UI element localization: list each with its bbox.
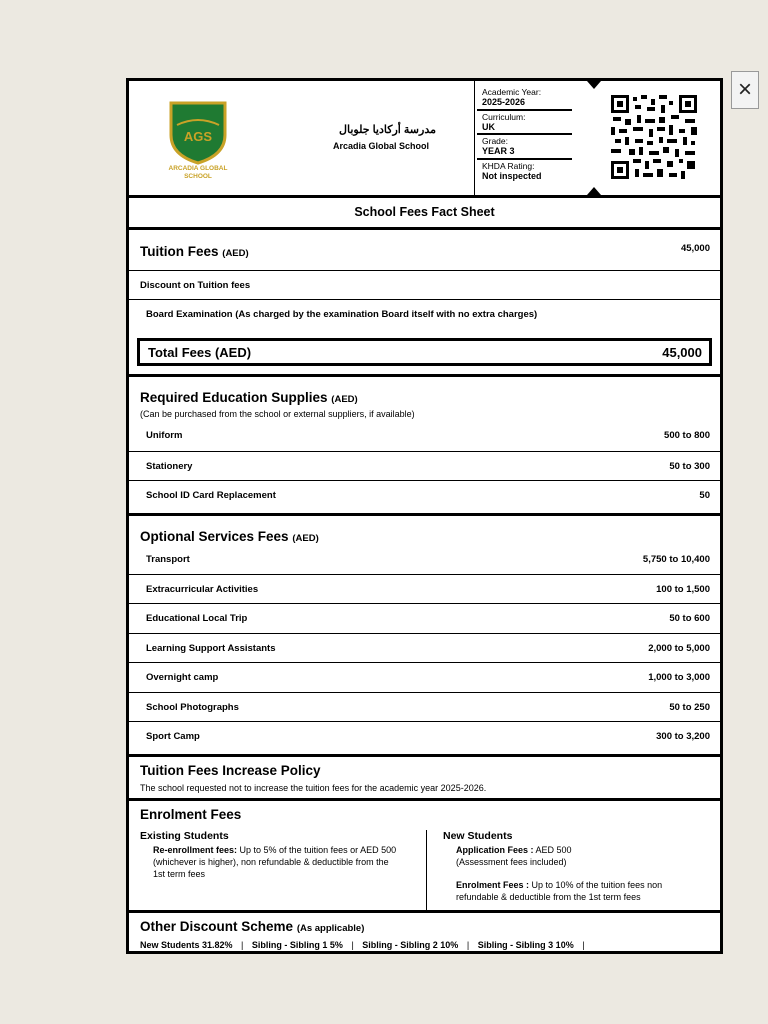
school-name: Arcadia Global School (333, 141, 430, 151)
discount-list: New Students 31.82% | Sibling - Sibling 1 5% | Sibling - Sibling 2 10% | Sibling - Sibling 3 10% | (140, 940, 585, 950)
supply-row: School ID Card Replacement 50 (129, 480, 720, 511)
policy-text: The school requested not to increase the tuition fees for the academic year 2025-2026. (140, 783, 487, 793)
school-info-panel (474, 81, 572, 195)
fold-marker-bottom (587, 187, 601, 195)
supplies-heading: Required Education Supplies (AED) (140, 390, 358, 405)
discount-row: Discount on Tuition fees (129, 270, 720, 301)
qr-code-icon (609, 93, 699, 181)
supplies-section (129, 377, 720, 514)
optional-section (129, 516, 720, 755)
total-fees-label: Total Fees (AED) (148, 345, 252, 360)
svg-text:AGS: AGS (183, 129, 213, 144)
close-button[interactable]: × (731, 71, 759, 109)
existing-students-title: Existing Students (140, 830, 229, 842)
enrolment-fees: Enrolment Fees : Up to 10% of the tuition fees non refundable & deductible from the 1st term fees (456, 880, 663, 902)
discount-item: Sibling - Sibling 3 10% (477, 940, 574, 950)
school-name-arabic: مدرسة أركاديا جلوبال (339, 124, 437, 136)
tuition-heading: Tuition Fees (AED) (140, 244, 249, 259)
service-row: Extracurricular Activities 100 to 1,500 (129, 574, 720, 605)
service-row: Transport 5,750 to 10,400 (146, 554, 710, 565)
khda-rating: KHDA Rating: Not inspected (482, 161, 542, 181)
logo-caption: ARCADIA GLOBAL SCHOOL (168, 165, 228, 180)
supplies-note: (Can be purchased from the school or external suppliers, if available) (140, 409, 415, 419)
supply-row: Uniform 500 to 800 (146, 430, 710, 441)
fold-marker-top (587, 81, 601, 89)
enrolment-divider (426, 830, 427, 910)
service-row: Overnight camp 1,000 to 3,000 (129, 662, 720, 693)
school-logo (159, 97, 237, 181)
service-row: Educational Local Trip 50 to 600 (129, 603, 720, 634)
discount-heading: Other Discount Scheme (As applicable) (140, 919, 365, 934)
reenrolment-fees: Re-enrollment fees: Up to 5% of the tuition fees or AED 500 (whichever is higher), non refundable & deductible from the 1st term fees (153, 845, 397, 879)
sheet-header (129, 81, 720, 195)
service-row: Sport Camp 300 to 3,200 (129, 721, 720, 752)
discount-item: Sibling - Sibling 1 5% (251, 940, 343, 950)
enrolment-heading: Enrolment Fees (140, 807, 242, 822)
academic-year: Academic Year: 2025-2026 (482, 87, 542, 107)
service-row: School Photographs 50 to 250 (129, 692, 720, 723)
supply-row: Stationery 50 to 300 (129, 451, 720, 482)
board-exam-row: Board Examination (As charged by the examination Board itself with no extra charges) (129, 299, 720, 330)
grade: Grade: YEAR 3 (482, 136, 515, 156)
total-fees-box (137, 338, 712, 366)
policy-heading: Tuition Fees Increase Policy (140, 763, 321, 778)
enrolment-section (129, 801, 720, 910)
sheet-title: School Fees Fact Sheet (354, 205, 495, 219)
new-students-title: New Students (443, 830, 513, 842)
service-row: Learning Support Assistants 2,000 to 5,000 (129, 633, 720, 664)
optional-heading: Optional Services Fees (AED) (140, 529, 319, 544)
tuition-section (129, 230, 720, 376)
fee-fact-sheet (126, 78, 723, 954)
discount-item: New Students 31.82% (140, 940, 233, 950)
tuition-value: 45,000 (680, 243, 710, 254)
discount-item: Sibling - Sibling 2 10% (362, 940, 459, 950)
curriculum: Curriculum: UK (482, 112, 526, 132)
application-fees: Application Fees : AED 500 (Assessment fees included) (456, 845, 572, 867)
policy-section (129, 757, 720, 798)
discount-section (129, 913, 720, 954)
total-fees-value: 45,000 (662, 345, 702, 360)
